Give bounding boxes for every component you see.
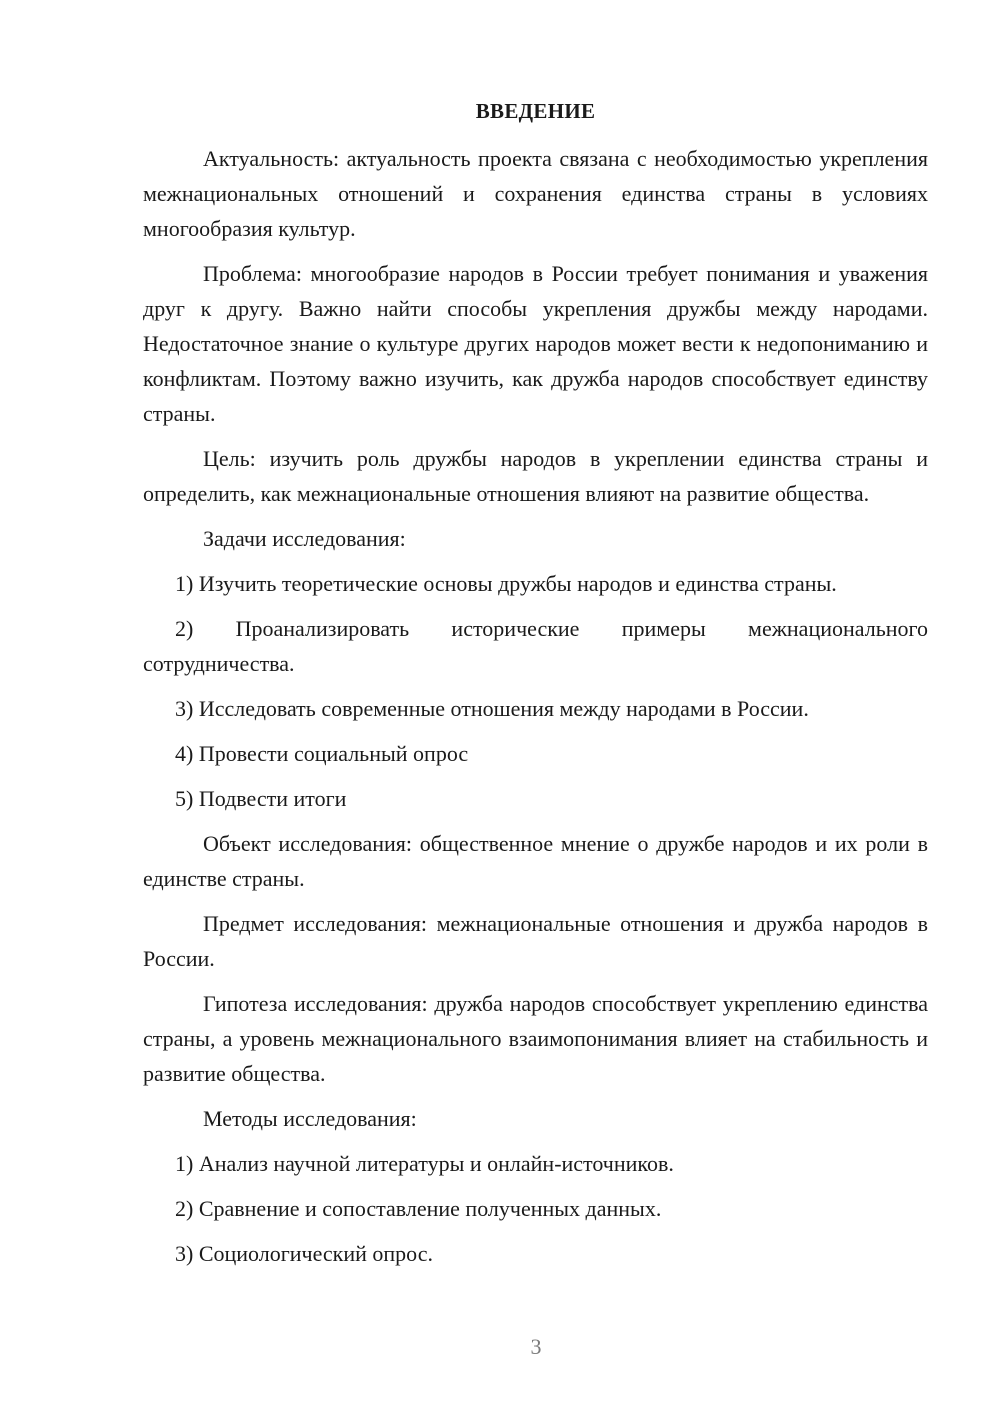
method-item-3: 3) Социологический опрос. (175, 1241, 433, 1266)
section-title: ВВЕДЕНИЕ (475, 99, 596, 123)
hypothesis-paragraph: Гипотеза исследования: дружба народов способствует укреплению единства страны, а уровень межнационального взаимопонимания влияет на стабильность и развитие общества. (143, 991, 928, 1086)
methods-heading: Методы исследования: (203, 1106, 417, 1131)
task-item-5: 5) Подвести итоги (175, 786, 347, 811)
problem-paragraph: Проблема: многообразие народов в России требует понимания и уважения друг к другу. Важно найти способы укрепления дружбы между народами. Недостаточное знание о культуре других народов может вести к недопониманию и конфликтам. Поэтому важно изучить, как дружба народов способствует единству страны. (143, 261, 928, 426)
method-item-1: 1) Анализ научной литературы и онлайн-источников. (175, 1151, 674, 1176)
page-number: 3 (530, 1334, 542, 1359)
task-item-4: 4) Провести социальный опрос (175, 741, 469, 766)
task-item-2: 2) Проанализировать исторические примеры межнационального сотрудничества. (143, 616, 928, 676)
tasks-heading: Задачи исследования: (203, 526, 406, 551)
task-item-3: 3) Исследовать современные отношения между народами в России. (175, 696, 809, 721)
task-item-1: 1) Изучить теоретические основы дружбы народов и единства страны. (175, 571, 837, 596)
method-item-2: 2) Сравнение и сопоставление полученных данных. (175, 1196, 662, 1221)
subject-paragraph: Предмет исследования: межнациональные отношения и дружба народов в России. (143, 911, 928, 971)
page-content (143, 94, 928, 1281)
object-paragraph: Объект исследования: общественное мнение о дружбе народов и их роли в единстве страны. (143, 831, 928, 891)
goal-paragraph: Цель: изучить роль дружбы народов в укреплении единства страны и определить, как межнациональные отношения влияют на развитие общества. (143, 446, 928, 506)
relevance-paragraph: Актуальность: актуальность проекта связана с необходимостью укрепления межнациональных отношений и сохранения единства страны в условиях многообразия культур. (143, 146, 928, 241)
